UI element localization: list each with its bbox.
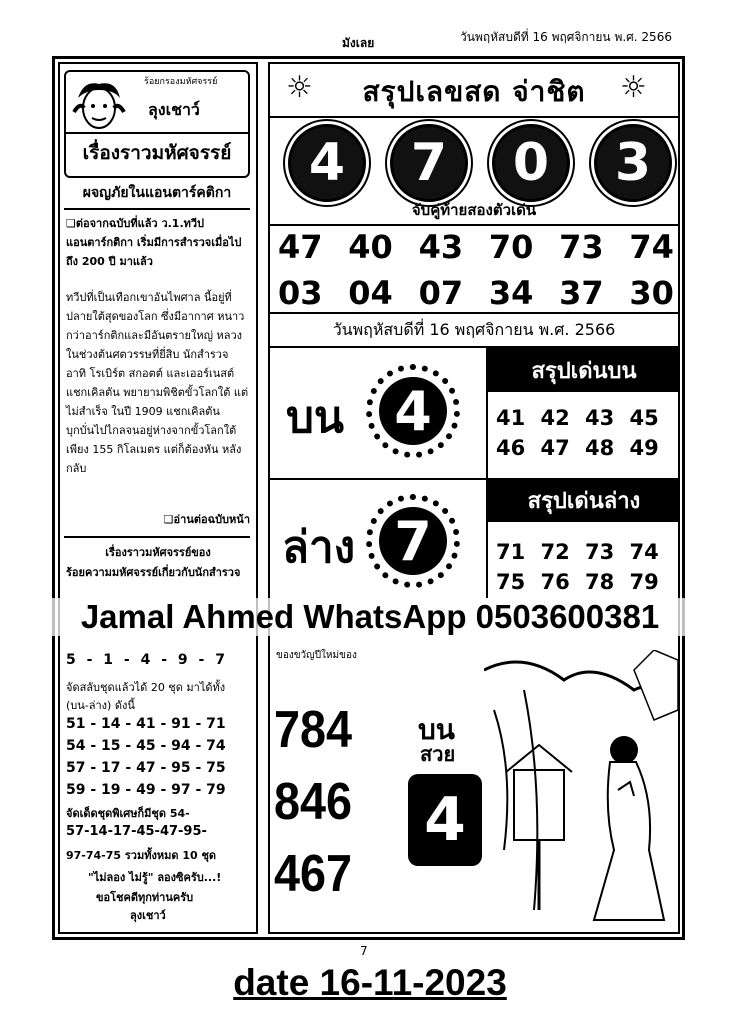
number-ball: 3 bbox=[594, 124, 672, 202]
summary-number: 43 bbox=[585, 406, 615, 430]
divider bbox=[268, 116, 680, 118]
lower-summary-bar: สรุปเด่นล่าง bbox=[488, 478, 680, 522]
divider bbox=[268, 312, 680, 314]
upper-summary-bar: สรุปเด่นบน bbox=[488, 348, 680, 392]
summary-number: 41 bbox=[496, 406, 526, 430]
story2-subtitle: ร้อยความมหัศจรรย์เกี่ยวกับนักสำรวจ bbox=[66, 566, 241, 579]
pair-number: 03 bbox=[278, 274, 323, 312]
watermark-banner: Jamal Ahmed WhatsApp 0503600381 bbox=[0, 598, 740, 636]
number-set-row: 59 - 19 - 49 - 97 - 79 bbox=[66, 782, 226, 798]
featured-number: 467 bbox=[274, 845, 353, 903]
extra-set-3: 97-74-75 รวมทั้งหมด 10 ชุด bbox=[66, 849, 217, 862]
article-intro: ❏ต่อจากฉบับที่แล้ว ว.1.ทวีปแอนตาร์กติกา เริ่มมีการสำรวจเมื่อไปถึง 200 ปี มาแล้ว bbox=[66, 217, 242, 268]
summary-number: 73 bbox=[585, 540, 615, 564]
article-body: ทวีปที่เป็นเทือกเขาอันไพศาล นี้อยู่ที่ปลายใต้สุดของโลก ซึ่งมีอากาศ หนาวกว่าอาร์กติกและมีอันตรายใหญ่ หลวง ในช่วงต้นศตวรรษที่ยี่สิบ นักสำรวจ อาทิ โรเบิร์ต สกอตต์ และเออร์เนสต์ แชกเคิลตัน พยายามพิชิตขั้วโลกใต้ แต่ไม่สำเร็จ ในปี 1909 แชกเคิลตัน บุกบั่นไปไกลจนอยู่ห่างจากขั้วโลกใต้ เพียง 155 กิโลเมตร แต่ก็ต้องหัน หลังกลับ bbox=[66, 291, 249, 475]
pair-number: 43 bbox=[418, 228, 464, 266]
lucky-digits: 5 - 1 - 4 - 9 - 7 bbox=[66, 652, 228, 668]
footer-date: date 16-11-2023 bbox=[233, 962, 507, 1003]
continued-note: ❏อ่านต่อฉบับหน้า bbox=[163, 513, 250, 526]
summary-number: 45 bbox=[629, 406, 659, 430]
pair-number: 04 bbox=[348, 274, 393, 312]
number-set-row: 54 - 15 - 45 - 94 - 74 bbox=[66, 738, 226, 754]
upper-summary-numbers bbox=[496, 406, 674, 460]
newspaper-name: มังเลย bbox=[342, 36, 375, 50]
woman-praying-illustration bbox=[484, 650, 678, 932]
extra-set-1: จัดเด็ดชุดพิเศษก็มีชุด 54- bbox=[66, 807, 190, 820]
divider bbox=[64, 536, 250, 538]
pair-number: 70 bbox=[488, 228, 534, 266]
pair-number: 74 bbox=[629, 228, 674, 266]
summary-number: 76 bbox=[540, 570, 570, 594]
columnist-portrait-icon bbox=[70, 78, 128, 132]
featured-number: 784 bbox=[274, 701, 353, 759]
digits-note: จัดสลับชุดแล้วได้ 20 ชุด มาได้ทั้ง bbox=[66, 681, 226, 694]
upper-pick-label: บน bbox=[418, 713, 455, 746]
upper-digit-circle bbox=[366, 364, 460, 458]
issue-date: วันพฤหัสบดีที่ 16 พฤศจิกายน พ.ศ. 2566 bbox=[460, 30, 672, 44]
signature: ลุงเชาว์ bbox=[130, 909, 166, 922]
pair-number: 07 bbox=[418, 274, 464, 312]
lower-label: ล่าง bbox=[282, 522, 356, 573]
panel-title: สรุปเลขสด จ่าชิต bbox=[362, 75, 586, 108]
number-ball: 4 bbox=[288, 124, 366, 202]
pair-number: 30 bbox=[629, 274, 674, 312]
slogan: "ไม่ลอง ไม่รู้" ลองซิครับ...! bbox=[88, 871, 222, 884]
digits-note-2: (บน-ล่าง) ดังนี้ bbox=[66, 699, 135, 712]
summary-number: 72 bbox=[540, 540, 570, 564]
upper-label: บน bbox=[286, 392, 345, 443]
lower-digit: 7 bbox=[379, 507, 447, 575]
pair-number: 40 bbox=[348, 228, 393, 266]
number-ball: 0 bbox=[492, 124, 570, 202]
featured-number: 846 bbox=[274, 773, 353, 831]
number-set-row: 51 - 14 - 41 - 91 - 71 bbox=[66, 716, 226, 732]
story2-title: เรื่องราวมหัศจรรย์ของ bbox=[105, 546, 211, 559]
column-title: เรื่องราวมหัศจรรย์ bbox=[64, 132, 250, 168]
summary-number: 71 bbox=[496, 540, 526, 564]
featured-digit: 4 bbox=[408, 774, 482, 866]
sun-icon: ☼ bbox=[286, 70, 313, 105]
pair-number: 37 bbox=[559, 274, 604, 312]
summary-number: 47 bbox=[540, 436, 570, 460]
pretty-label: สวย bbox=[420, 742, 456, 766]
columnist-name: ลุงเชาว์ bbox=[148, 100, 200, 119]
upper-digit: 4 bbox=[379, 377, 447, 445]
pairs-row-2 bbox=[278, 274, 674, 312]
panel-date: วันพฤหัสบดีที่ 16 พฤศจิกายน พ.ศ. 2566 bbox=[332, 320, 616, 339]
blessing: ขอโชคดีทุกท่านครับ bbox=[96, 891, 194, 904]
summary-number: 49 bbox=[629, 436, 659, 460]
page-number: 7 bbox=[360, 944, 368, 958]
divider bbox=[64, 208, 250, 210]
article-headline: ผจญภัยในแอนตาร์คติกา bbox=[82, 185, 232, 201]
pair-number: 34 bbox=[488, 274, 534, 312]
summary-number: 42 bbox=[540, 406, 570, 430]
summary-number: 78 bbox=[585, 570, 615, 594]
lower-digit-circle bbox=[366, 494, 460, 588]
summary-number: 48 bbox=[585, 436, 615, 460]
summary-number: 75 bbox=[496, 570, 526, 594]
pairs-row-1 bbox=[278, 228, 674, 266]
summary-number: 74 bbox=[629, 540, 659, 564]
divider bbox=[268, 224, 680, 226]
number-ball: 7 bbox=[390, 124, 468, 202]
summary-number: 46 bbox=[496, 436, 526, 460]
pairs-label: จับคู่ท้ายสองตัวเด่น bbox=[411, 201, 537, 219]
section-caption: ของขวัญปีใหม่ของ bbox=[276, 650, 357, 661]
pair-number: 73 bbox=[559, 228, 604, 266]
sun-icon: ☼ bbox=[620, 70, 647, 105]
number-set-row: 57 - 17 - 47 - 95 - 75 bbox=[66, 760, 226, 776]
lower-summary-numbers bbox=[496, 540, 674, 594]
extra-set-2: 57-14-17-45-47-95- bbox=[66, 824, 207, 839]
column-kicker: ร้อยกรองมหัศจรรย์ bbox=[144, 77, 218, 87]
summary-number: 79 bbox=[629, 570, 659, 594]
pair-number: 47 bbox=[278, 228, 323, 266]
